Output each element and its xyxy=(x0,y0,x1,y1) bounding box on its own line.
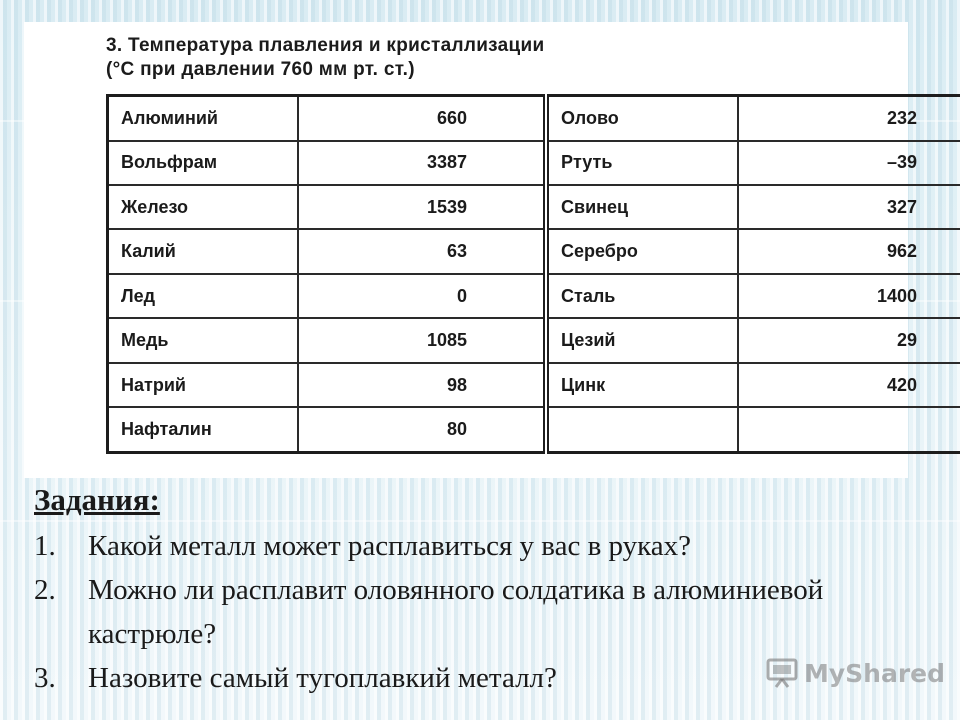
substance-name: Цинк xyxy=(546,363,738,407)
task-item xyxy=(34,524,934,568)
scanned-table-panel xyxy=(24,22,917,478)
melting-point-value: 962 xyxy=(738,229,960,273)
table-row xyxy=(108,318,960,362)
melting-point-value: 98 xyxy=(298,363,546,407)
substance-name: Вольфрам xyxy=(108,141,299,185)
melting-point-value: 1085 xyxy=(298,318,546,362)
substance-name: Калий xyxy=(108,229,299,273)
table-row xyxy=(108,274,960,318)
table-row xyxy=(108,141,960,185)
table-row xyxy=(108,185,960,229)
substance-name: Натрий xyxy=(108,363,299,407)
table-row xyxy=(108,363,960,407)
substance-name: Ртуть xyxy=(546,141,738,185)
melting-point-value xyxy=(738,407,960,452)
melting-point-value: –39 xyxy=(738,141,960,185)
melting-point-table xyxy=(106,94,960,454)
substance-name: Цезий xyxy=(546,318,738,362)
task-number: 1. xyxy=(34,530,56,562)
task-text: Какой металл может расплавиться у вас в руках? xyxy=(88,530,692,562)
melting-point-value: 80 xyxy=(298,407,546,452)
table-row xyxy=(108,407,960,452)
task-item xyxy=(34,568,934,656)
melting-point-value: 3387 xyxy=(298,141,546,185)
table-title xyxy=(106,34,826,82)
table-row xyxy=(108,96,960,141)
task-number: 2. xyxy=(34,574,56,606)
substance-name: Серебро xyxy=(546,229,738,273)
task-text: Можно ли расплавит оловянного солдатика в алюминиевой кастрюле? xyxy=(88,574,824,650)
substance-name: Алюминий xyxy=(108,96,299,141)
substance-name: Железо xyxy=(108,185,299,229)
task-number: 3. xyxy=(34,662,56,694)
presentation-board-icon xyxy=(766,658,798,688)
melting-point-value: 660 xyxy=(298,96,546,141)
melting-point-value: 63 xyxy=(298,229,546,273)
melting-point-value: 1539 xyxy=(298,185,546,229)
substance-name: Свинец xyxy=(546,185,738,229)
melting-point-value: 0 xyxy=(298,274,546,318)
melting-point-value: 1400 xyxy=(738,274,960,318)
table-row xyxy=(108,229,960,273)
melting-point-value: 29 xyxy=(738,318,960,362)
substance-name: Лед xyxy=(108,274,299,318)
table-title-line-1: 3. Температура плавления и кристаллизации xyxy=(106,35,545,56)
substance-name: Медь xyxy=(108,318,299,362)
melting-point-value: 420 xyxy=(738,363,960,407)
substance-name: Нафталин xyxy=(108,407,299,452)
task-text: Назовите самый тугоплавкий металл? xyxy=(88,662,557,694)
tasks-heading: Задания: xyxy=(34,482,160,517)
substance-name xyxy=(546,407,738,452)
melting-point-value: 327 xyxy=(738,185,960,229)
watermark-text: MyShared xyxy=(804,658,946,688)
watermark-logo xyxy=(766,656,945,690)
table-title-line-2: (°C при давлении 760 мм рт. ст.) xyxy=(106,59,415,80)
substance-name: Олово xyxy=(546,96,738,141)
substance-name: Сталь xyxy=(546,274,738,318)
melting-point-value: 232 xyxy=(738,96,960,141)
